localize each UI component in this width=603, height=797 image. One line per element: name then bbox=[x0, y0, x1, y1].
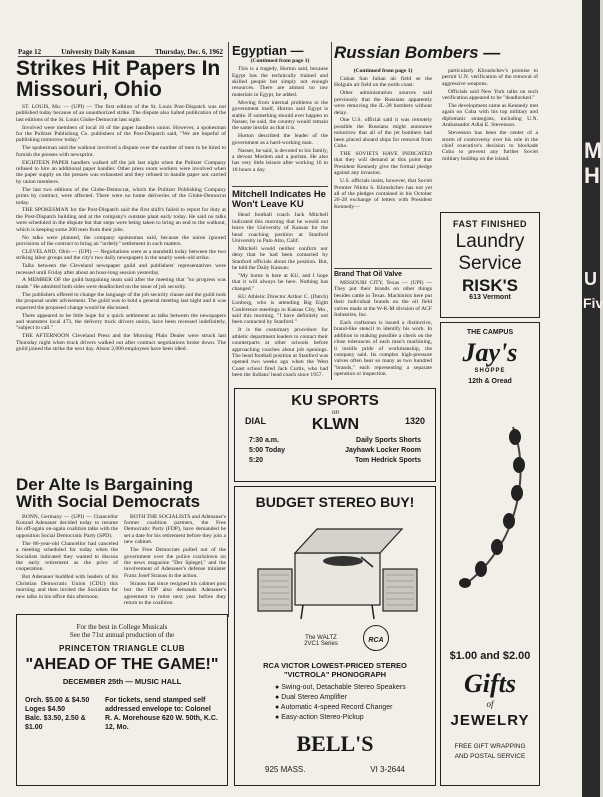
paragraph: "My home is here at KU, and I hope that it will always be here. Nothing has changed." bbox=[232, 273, 328, 292]
bullet-icon: ● bbox=[275, 714, 282, 721]
princeton-date: DECEMBER 25th — MUSIC HALL bbox=[62, 677, 182, 687]
page-number: Page 12 bbox=[18, 48, 42, 56]
mitchell-headline: Mitchell Indicates He Won't Leave KU bbox=[232, 189, 326, 210]
feature-item bbox=[275, 713, 425, 723]
bracelet-stone bbox=[511, 485, 523, 501]
princeton-show: "AHEAD OF THE GAME!" bbox=[25, 656, 219, 673]
next-page-fragment: U bbox=[584, 269, 597, 289]
paragraph: The development came as Kennedy met again on Cuba with his top military and diplomatic strategists, including U.N. Ambassador Adlai E. Stevenson. bbox=[442, 103, 538, 129]
egyptian-body bbox=[232, 66, 328, 173]
jays-top: THE CAMPUS bbox=[466, 329, 514, 336]
next-page-fragment: H bbox=[584, 163, 600, 188]
rca-logo: RCA bbox=[363, 625, 389, 651]
princeton-tickets: For tickets, send stamped self addressed envelope to: Colonel R. A. Morehouse 620 W. 50th, K.C. 12, Mo. bbox=[105, 697, 218, 732]
paragraph: The spokesman said the walkout involved a dispute over the number of men to be hired to furnish the presses with newsprint. bbox=[16, 145, 226, 158]
bracelet-stone bbox=[475, 561, 487, 577]
paragraph: The 86-year-old Chancellor had canceled a meeting scheduled for today when the Socialists indicated they wanted to discuss the early retirement as the price of cooperation. bbox=[16, 540, 118, 573]
paragraph: CLEVELAND, Ohio — (UPI) — Negotiations were at a standstill today between the two striking labor groups and the city's two daily newspapers in the nearly week-old strike. bbox=[16, 248, 226, 262]
schedule-row bbox=[249, 456, 421, 466]
paragraph: Cuban San Julian air field se the Holguin air field on the north coast. bbox=[334, 76, 432, 89]
bracelet-chain bbox=[467, 427, 521, 583]
price-balc: Balc. $3.50, 2.50 & $1.00 bbox=[25, 715, 86, 732]
jays-name: Jay's bbox=[462, 338, 518, 367]
schedule-show: Tom Hedrick Sports bbox=[355, 457, 421, 465]
schedule-time: 7:30 a.m. bbox=[249, 437, 279, 445]
price-orch: Orch. $5.00 & $4.50 bbox=[25, 697, 90, 705]
schedule-time: 5:20 bbox=[249, 457, 264, 465]
stereo-headline: BUDGET STEREO BUY! bbox=[255, 494, 415, 510]
model-name: The WALTZ bbox=[305, 635, 337, 641]
dial-label: DIAL bbox=[245, 416, 266, 427]
russian-col2 bbox=[442, 68, 538, 210]
paragraph: There appeared to be little hope for a quick settlement as talks between the newspapers and teamsters local 473, the delivery truck drivers union, have been recessed indefinitely, "subject to call." bbox=[16, 312, 226, 332]
paragraph: THE AFTERNOON Cleveland Press and the Morning Plain Dealer were struck last Thursday night when truck drivers walked out after contract negotiations broke down. The guild joined the strike the next day. About 2,000 employees have been idled. bbox=[16, 333, 226, 353]
jays-service-2: AND POSTAL SERVICE bbox=[454, 753, 526, 760]
paragraph: U.S. officials insist, however, that Soviet Premier Nikita S. Khrushchev has not yet all of the pledges contained in his October 26-28 exchange of letters with President Kennedy— bbox=[334, 178, 432, 210]
paragraph: Horton described the leader of the government as a hard-working man. bbox=[232, 133, 328, 146]
paragraph: Moving from internal problems to the government itself, Horton said Egypt is stable. If something should ever happen to Nasser, he said, the country would remain the same insofar as that it is. bbox=[232, 99, 328, 132]
paragraph: One U.S. official said it was remotely possible the Russians might announce tomorrow that all of the jet bombers had been placed aboard ships for removal from Cuba. bbox=[334, 117, 432, 150]
laundry-line1: Laundry bbox=[455, 231, 525, 252]
laundry-ad bbox=[440, 212, 540, 318]
paragraph: This is a tragedy, Horton said, because Egypt has the technically trained and skilled people but simply not enough resources. There are almost no raw materials in Egypt, he added. bbox=[232, 66, 328, 98]
bracelet-stone bbox=[513, 457, 525, 473]
paragraph: Strauss has since resigned his cabinet post but the FDP also demands Adenauer's agreement to retire next year before they return to the coalition. bbox=[124, 580, 226, 606]
bullet-icon: ● bbox=[275, 684, 282, 691]
cabinet-leg bbox=[372, 605, 374, 619]
oil-body bbox=[334, 280, 432, 378]
laundry-name: RISK'S bbox=[462, 276, 518, 295]
dial-number: 1320 bbox=[404, 416, 425, 427]
stereo-features bbox=[275, 683, 425, 723]
jays-shoppe: SHOPPE bbox=[474, 368, 506, 374]
jays-service-1: FREE GIFT WRAPPING bbox=[454, 743, 526, 750]
jays-of: of bbox=[486, 699, 494, 709]
paragraph: Mitchell would neither confirm nor deny that he had been contacted by Stanford officials about the position. But, he told the Daily Kansan: bbox=[232, 245, 328, 272]
princeton-line1: For the best in College Musicals bbox=[76, 623, 168, 631]
paragraph: MISSOURI CITY, Texas — (UPI) — They put their brands on other things besides cattle in Texas. Machinists here put their individual brands on the oil field valves made at the W-K-M division of ACF Industries, Inc. bbox=[334, 280, 432, 319]
next-page-fragment: M bbox=[584, 138, 603, 163]
oil-article bbox=[334, 268, 432, 381]
feature-item bbox=[275, 703, 425, 713]
jays-prices: $1.00 and $2.00 bbox=[449, 650, 531, 662]
strike-headline: Strikes Hit Papers In Missouri, Ohio bbox=[16, 57, 221, 102]
russian-headline-wrap bbox=[334, 44, 534, 68]
store-phone: VI 3-2644 bbox=[370, 765, 405, 774]
paragraph: The last two editions of the Globe-Democrat, which the Pulitzer Publishing Company prints by contract, were affected. There were no home deliveries of the Globe-Democrat today. bbox=[16, 186, 226, 206]
strike-body bbox=[16, 104, 226, 353]
schedule-show: Daily Sports Shorts bbox=[356, 437, 421, 445]
mitchell-article bbox=[232, 186, 328, 383]
paragraph: BONN, Germany — (UPI) — Chancellor Konrad Adenauer decided today to resume his off-again on-again coalition talks with the opposition Social Democratic Party (SPD). bbox=[16, 513, 118, 539]
phonograph-illustration bbox=[255, 523, 420, 633]
schedule-row bbox=[249, 436, 421, 446]
feature-item bbox=[275, 693, 425, 703]
model-label bbox=[291, 635, 351, 647]
mitchell-body bbox=[232, 212, 328, 378]
store-address: 925 MASS. bbox=[265, 765, 306, 774]
laundry-top: FAST FINISHED bbox=[452, 219, 527, 229]
paragraph: ST. LOUIS, Mo. — (UPI) — The first edition of the St. Louis Post-Dispatch was not published today because of an unauthorized strike. The dispute also halted publication of the last editions of the St. Louis Globe-Democrat last night. bbox=[16, 103, 226, 123]
paragraph: But Adenauer huddled with leaders of his Christian Democratic Union (CDU) this morning and then invited the Socialists for new talks in his office this afternoon. bbox=[16, 574, 118, 600]
paragraph: Officials said New York talks on such verification appeared to be "deadlocked." bbox=[442, 88, 538, 102]
paragraph: It is the customary procedure for athletic department leaders to contact their counterparts at other schools before approaching coaches about job openings. The head football position at Stanford was opened two weeks ago when the West Coast school fired Jack Curtis, who had been the Indians' head coach since 1957. bbox=[232, 327, 328, 379]
paragraph: KU Athletic Director Arthur C. (Dutch) Lonborg, who is attending Big Eight Conference meetings in Kansas City, Mo., said this morning, "I have definitely not been contacted by Stanford." bbox=[232, 293, 328, 326]
russian-col1 bbox=[334, 68, 432, 210]
column-rule bbox=[331, 42, 332, 380]
store-contact bbox=[265, 765, 405, 774]
alte-body bbox=[16, 514, 226, 607]
paragraph: The publishers offered to change the language of the job security clause and the guild took the proposal under advisement. The guild was to hold a general meeting last night and it was expected the proposed change would be discussed. bbox=[16, 291, 226, 311]
feature-item bbox=[275, 683, 425, 693]
ku-sports-title: KU SPORTS bbox=[291, 392, 379, 409]
jays-gifts: Gifts bbox=[464, 669, 516, 698]
paragraph: EIGHTEEN PAPER handlers walked off the job last night when the Pulitzer Company refused to hire an additional paper handler. Other press room workers were involved when the paper supply on the presses was exhausted and they refused to handle paper not carried by union members. bbox=[16, 159, 226, 185]
bracelet-stone bbox=[491, 539, 503, 555]
schedule-show: Jayhawk Locker Room bbox=[345, 447, 421, 455]
paragraph: particularly Khrushchev's promise to permit U.N. verification of the removal of aggressive weapons. bbox=[442, 68, 538, 87]
russian-continued: (Continued from page 1) bbox=[353, 68, 413, 74]
princeton-ad bbox=[16, 614, 228, 786]
jays-ad bbox=[440, 322, 540, 786]
alte-headline: Der Alte Is Bargaining With Social Democrats bbox=[16, 475, 201, 512]
paragraph: Stevenson has been the center of a storm of controversy over his role in the chief executive's decision to blockade Cuba to prevent any further Soviet military buildup on the island. bbox=[442, 130, 538, 162]
paragraph: A MEMBER OF the guild bargaining team said after the meeting that "no progress was made." He admitted both sides were deadlocked on the issue of job security. bbox=[16, 277, 226, 290]
paragraph: THE SOVIETS HAVE INDICATED that they will demand at this point that President Kennedy give the formal pledge against any invasion. bbox=[334, 150, 432, 177]
schedule-time: 5:00 Today bbox=[249, 447, 286, 455]
schedule-row bbox=[249, 446, 421, 456]
russian-body-2 bbox=[442, 68, 538, 162]
phonograph-lid bbox=[295, 529, 402, 553]
russian-headline: Russian Bombers — bbox=[334, 43, 501, 62]
ku-sports-on: on bbox=[331, 408, 339, 417]
russian-body-1 bbox=[334, 76, 432, 210]
egyptian-continued: (Continued from page 1) bbox=[250, 58, 310, 65]
princeton-line2: See the 71st annual production of the bbox=[69, 631, 175, 639]
column-rule bbox=[228, 42, 229, 617]
paragraph: The Free Democrats pulled out of the government over the police crackdown on the news magazine "Der Spiegel," and the involvement of Adenauer's defense minister Franz Josef Strauss in the action. bbox=[124, 547, 226, 579]
laundry-address: 613 Vermont bbox=[469, 294, 511, 302]
adjacent-page-edge bbox=[582, 0, 603, 797]
paragraph: Involved were members of local 16 of the paper handlers union. However, a spokesman for the Pulitzer Publishing Co. publishers of the Post-Dispatch said, "We are hopeful of publishing tomorrow today." bbox=[16, 124, 226, 144]
princeton-club: PRINCETON TRIANGLE CLUB bbox=[58, 644, 186, 653]
jays-address: 12th & Oread bbox=[468, 378, 512, 385]
ku-sports-ad bbox=[234, 388, 436, 482]
bullet-icon: ● bbox=[275, 694, 282, 701]
model-number: 2VC1 Series bbox=[304, 641, 338, 647]
paragraph: Other administration sources said previously that the Russians apparently were removing the IL-28 bombers without delay. bbox=[334, 90, 432, 116]
paragraph: No talks were planned, the company spokesman said, because the union ignored provisions of the contract to bring an "orderly" settlement in such matters. bbox=[16, 234, 226, 247]
broadcast-schedule bbox=[235, 434, 435, 466]
laundry-line2: Service bbox=[458, 253, 522, 274]
record-turntable bbox=[323, 556, 363, 566]
bracelet-illustration bbox=[453, 419, 527, 589]
bracelet-stone bbox=[459, 578, 471, 588]
stereo-subhead: RCA VICTOR LOWEST-PRICED STEREO "VICTROLA" PHONOGRAPH bbox=[263, 661, 407, 679]
paragraph: Nasser, he said, is devoted to his family, a devout Moslem and a puritan. He also has very little leisure after working 16 to 18 hours a day. bbox=[232, 147, 328, 173]
feature-text: Dual Stereo Amplifier bbox=[281, 694, 347, 701]
alte-article bbox=[16, 476, 226, 612]
price-loges: Loges $4.50 bbox=[25, 706, 66, 714]
oil-headline: Brand That Oil Valve bbox=[334, 271, 403, 278]
feature-text: Automatic 4-speed Record Changer bbox=[280, 704, 393, 711]
feature-text: Swing-out, Detachable Stereo Speakers bbox=[281, 684, 406, 691]
paragraph: Each craftsman is issued a distinctive, brand-like stencil to identify his work. In addition to making possible a check on the close tolerances of each man's machining, it instills pride of workmanship, the company said. Its complex high-pressure valves often bear so many as two hundred "brands," each representing a separate operation or inspection. bbox=[334, 319, 432, 378]
paper-name: University Daily Kansan bbox=[61, 48, 135, 56]
paragraph: Talks between the Cleveland newspaper guild and publishers' representatives were recessed until Friday after about an hour-long session yesterday. bbox=[16, 263, 226, 276]
stereo-ad bbox=[234, 486, 436, 786]
next-page-fragment: Fiv bbox=[583, 295, 603, 311]
strike-article bbox=[16, 58, 226, 474]
bracelet-stone bbox=[509, 429, 521, 445]
bullet-icon: ● bbox=[275, 704, 281, 711]
egyptian-headline: Egyptian — bbox=[232, 43, 304, 58]
bells-store: BELL'S bbox=[296, 731, 374, 756]
paragraph: THE SPOKESMAN for the Post-Dispatch said the first shift's failed to report for duty at the Post-Dispatch building and at the company's outstate plant early today. He said no talks were scheduled in the dispute but that steps were being taken to bring an end to the walkout, which is keeping some 200 men from their jobs. bbox=[16, 207, 226, 233]
issue-date: Thursday, Dec. 6, 1962 bbox=[154, 48, 223, 56]
paragraph: Head football coach Jack Mitchell indicated this morning that he would not leave the University of Kansas for the head coaching position at Stanford University in Palo Alto, Calif. bbox=[232, 212, 328, 244]
cabinet-leg bbox=[301, 605, 303, 619]
princeton-prices bbox=[25, 696, 97, 732]
paragraph: BOTH THE SOCIALISTS and Adenauer's former coalition partners, the Free Democratic Party (FDP), have demanded he set a date for his retirement before they join a new cabinet. bbox=[124, 513, 226, 546]
bracelet-stone bbox=[503, 513, 515, 529]
page-header bbox=[18, 42, 223, 57]
station-name: KLWN bbox=[311, 416, 360, 434]
jays-jewelry: JEWELRY bbox=[450, 712, 530, 729]
feature-text: Easy-action Stereo-Pickup bbox=[281, 714, 364, 721]
